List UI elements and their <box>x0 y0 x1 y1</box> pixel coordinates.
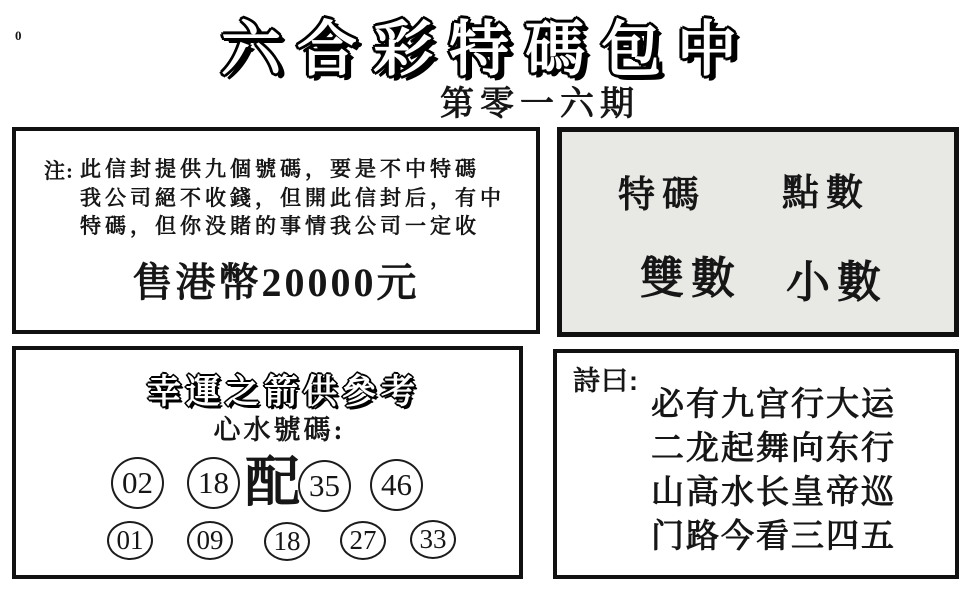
even-number-label: 雙數 <box>640 254 742 303</box>
poem-line-2: 二龙起舞向东行 <box>651 431 896 467</box>
note-lines <box>80 155 536 241</box>
lucky-box-title: 幸運之箭供參考 <box>147 374 420 411</box>
issue-number: 第零一六期 <box>440 86 640 123</box>
category-box <box>557 127 959 337</box>
main-number-circle: 02 <box>111 457 164 509</box>
corner-mark: 0 <box>15 28 22 43</box>
note-box <box>12 127 540 334</box>
special-code-label: 特碼 <box>618 175 706 216</box>
main-number-circle: 46 <box>370 459 423 511</box>
note-line-1: 此信封提供九個號碼，要是不中特碼 <box>80 157 480 181</box>
poem-label: 詩曰: <box>573 366 639 396</box>
note-label: 注: <box>44 159 74 183</box>
note-line-2: 我公司絕不收錢，但開此信封后，有中 <box>80 185 505 210</box>
points-label: 點數 <box>782 173 870 214</box>
page-title: 六合彩特碼包中 <box>221 17 753 83</box>
main-number-circle: 35 <box>298 460 351 512</box>
poem-line-3: 山高水长皇帝巡 <box>651 475 896 511</box>
secondary-number-circle: 01 <box>107 521 153 560</box>
secondary-number-circle: 27 <box>340 521 386 560</box>
note-line-3: 特碼，但你没賭的事情我公司一定收 <box>80 214 480 238</box>
poem-line-1: 必有九宫行大运 <box>651 387 896 423</box>
secondary-number-circle: 09 <box>187 521 233 560</box>
poem-box <box>553 349 959 579</box>
small-number-label: 小數 <box>786 258 888 307</box>
pair-character: 配 <box>245 452 301 513</box>
note-text-block <box>16 131 536 241</box>
secondary-number-circle: 33 <box>410 520 456 559</box>
price-text: 售港幣20000元 <box>132 260 420 305</box>
poem-line-4: 门路今看三四五 <box>651 519 896 555</box>
secondary-number-circle: 18 <box>264 522 310 561</box>
lucky-numbers-box <box>12 346 523 579</box>
lucky-box-subtitle: 心水號碼: <box>213 415 346 445</box>
poem-lines <box>651 383 896 559</box>
main-number-circle: 18 <box>187 457 240 509</box>
